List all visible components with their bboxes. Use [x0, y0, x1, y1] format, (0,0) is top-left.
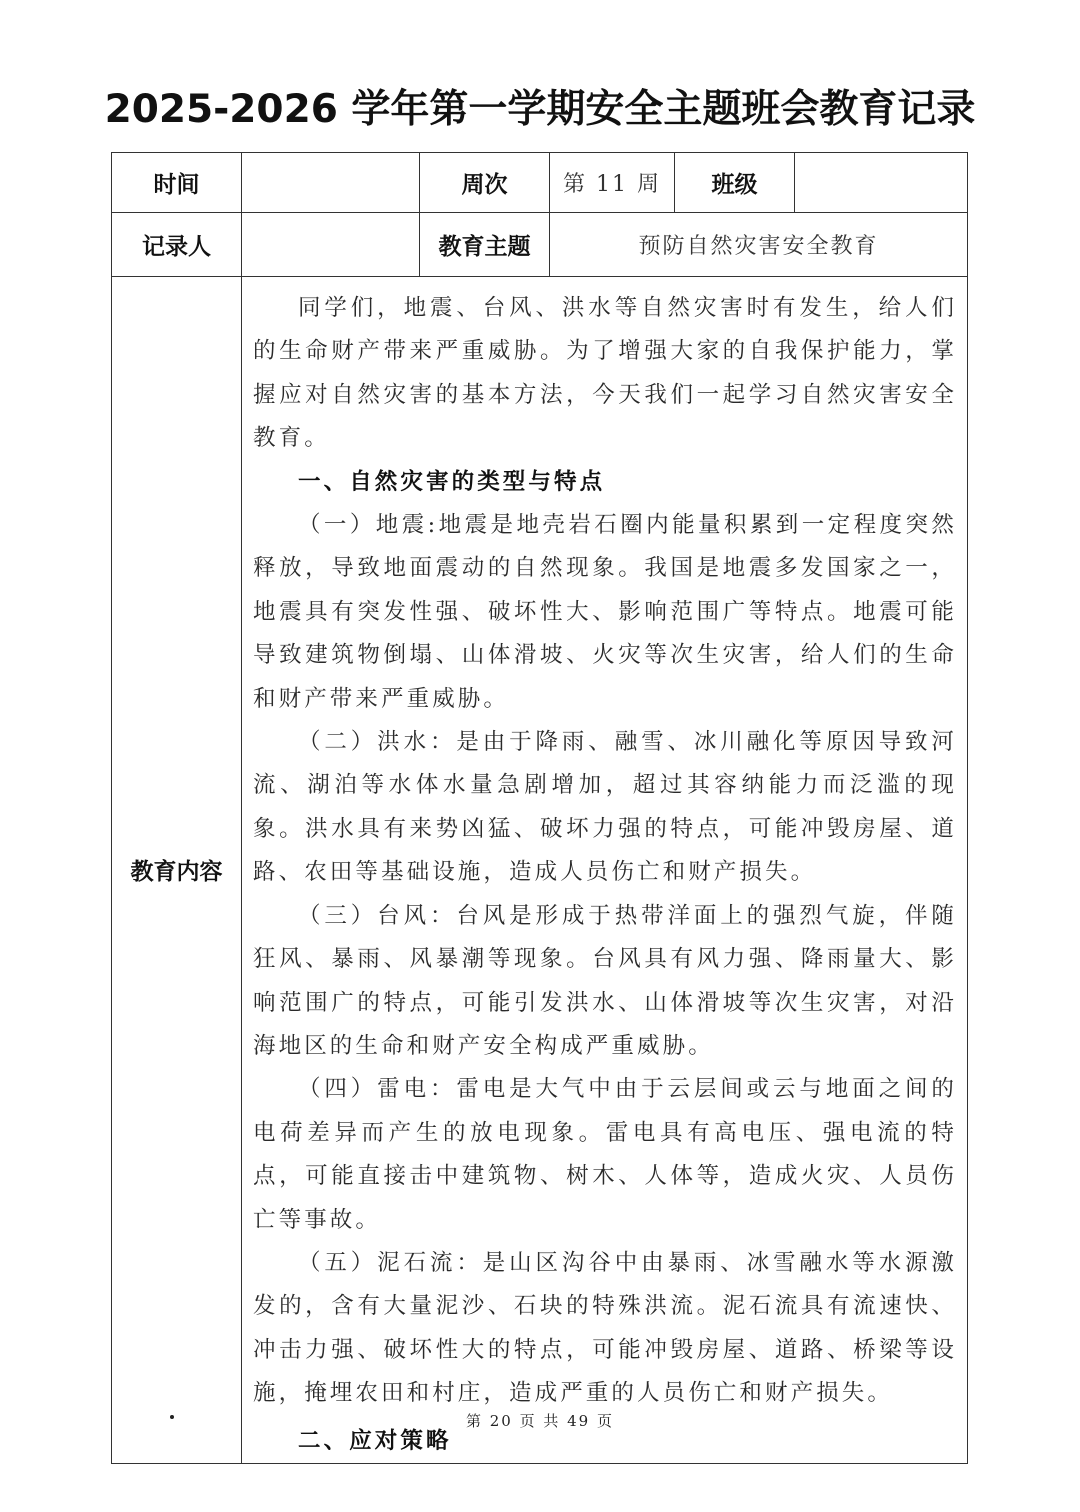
- paragraph-earthquake: （一）地震:地震是地壳岩石圈内能量积累到一定程度突然释放，导致地面震动的自然现象。我国是地震多发国家之一，地震具有突发性强、破坏性大、影响范围广等特点。地震可能导致建筑物倒塌、山体滑坡、火灾等次生灾害，给人们的生命和财产带来严重威胁。: [253, 512, 957, 712]
- table-row-time: [112, 153, 968, 213]
- time-value: [242, 153, 420, 213]
- page-title: 2025-2026 学年第一学期安全主题班会教育记录: [104, 87, 976, 132]
- content-body: [242, 277, 968, 1464]
- week-label: 周次: [420, 153, 550, 213]
- class-label: 班级: [675, 153, 795, 213]
- time-label: 时间: [112, 153, 242, 213]
- theme-label: 教育主题: [420, 213, 550, 277]
- page-number: 第 20 页 共 49 页: [465, 1412, 614, 1430]
- table-row-content: [112, 277, 968, 1464]
- recorder-label: 记录人: [112, 213, 242, 277]
- paragraph-flood: （二）洪水：是由于降雨、融雪、冰川融化等原因导致河流、湖泊等水体水量急剧增加，超过其容纳能力而泛滥的现象。洪水具有来势凶猛、破坏力强的特点，可能冲毁房屋、道路、农田等基础设施，造成人员伤亡和财产损失。: [253, 729, 957, 886]
- theme-value: 预防自然灾害安全教育: [550, 213, 968, 277]
- content-label: 教育内容: [112, 277, 242, 1464]
- record-table: [111, 152, 968, 1464]
- intro-paragraph: 同学们，地震、台风、洪水等自然灾害时有发生，给人们的生命财产带来严重威胁。为了增强大家的自我保护能力，掌握应对自然灾害的基本方法，今天我们一起学习自然灾害安全教育。: [253, 295, 957, 452]
- paragraph-mudslide: （五）泥石流：是山区沟谷中由暴雨、冰雪融水等水源激发的，含有大量泥沙、石块的特殊洪流。泥石流具有流速快、冲击力强、破坏性大的特点，可能冲毁房屋、道路、桥梁等设施，掩埋农田和村庄，造成严重的人员伤亡和财产损失。: [253, 1249, 957, 1407]
- week-value: 第 11 周: [550, 153, 675, 213]
- recorder-value: [242, 213, 420, 277]
- section-heading-strategy: 二、应对策略: [298, 1427, 452, 1454]
- class-value: [795, 153, 968, 213]
- paragraph-lightning: （四）雷电：雷电是大气中由于云层间或云与地面之间的电荷差异而产生的放电现象。雷电具有高电压、强电流的特点，可能直接击中建筑物、树木、人体等，造成火灾、人员伤亡等事故。: [253, 1076, 957, 1233]
- section-heading-types: 一、自然灾害的类型与特点: [298, 468, 606, 495]
- paragraph-typhoon: （三）台风：台风是形成于热带洋面上的强烈气旋，伴随狂风、暴雨、风暴潮等现象。台风具有风力强、降雨量大、影响范围广的特点，可能引发洪水、山体滑坡等次生灾害，对沿海地区的生命和财产安全构成严重威胁。: [253, 902, 957, 1059]
- table-row-recorder: [112, 213, 968, 277]
